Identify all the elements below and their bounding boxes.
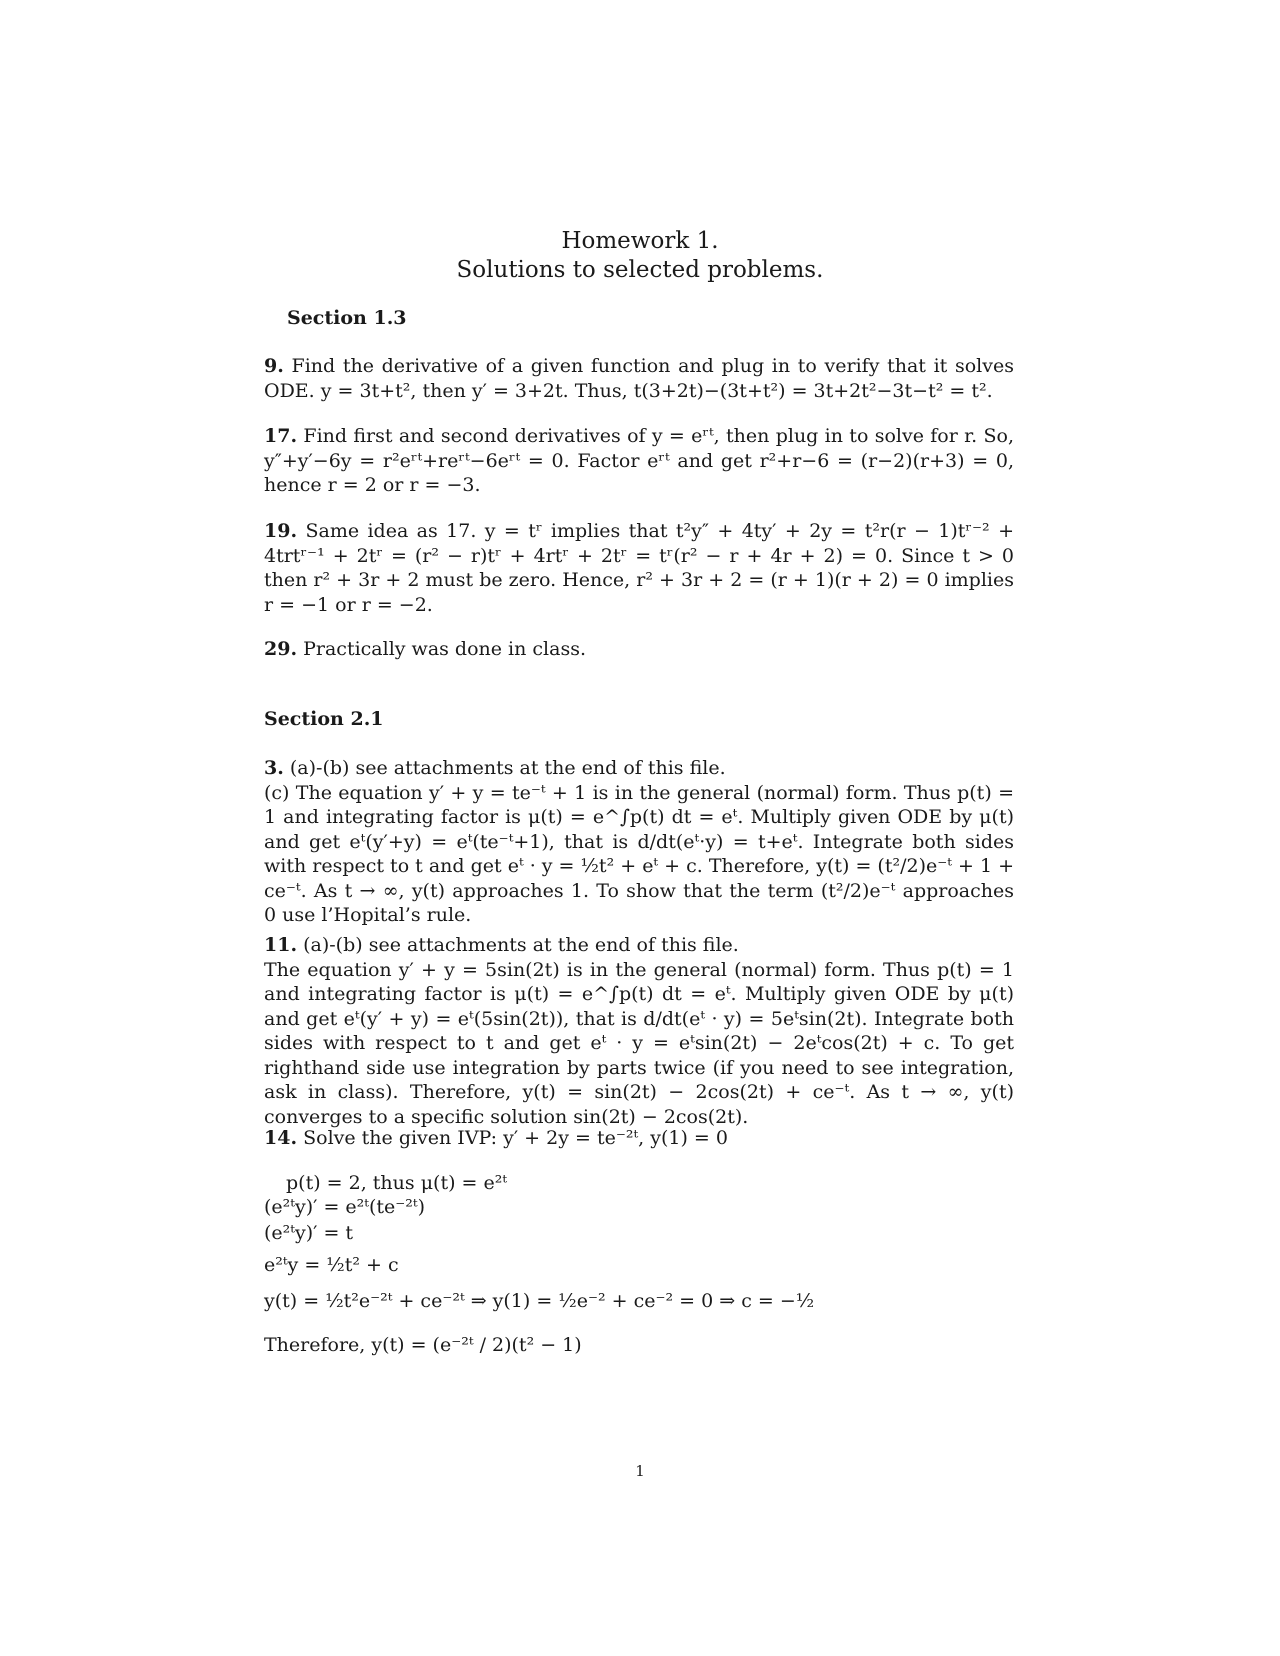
problem-19: [264, 519, 1014, 617]
page-subtitle: Solutions to selected problems.: [456, 257, 824, 283]
math-line: (e²ᵗy)′ = t: [264, 1222, 354, 1244]
problem-text: Find the derivative of a given function and plug in to verify that it solves ODE. y = 3t+t², then y′ = 3+2t. Thus, t(3+2t)−(3t+t²) = 3t+2t²−3t−t² = t².: [264, 355, 1014, 402]
page-title: Homework 1.: [561, 228, 719, 254]
problem-text: Solve the given IVP: y′ + 2y = te⁻²ᵗ, y(1) = 0: [303, 1127, 728, 1149]
problem-number: 17.: [264, 425, 298, 447]
math-line: Therefore, y(t) = (e⁻²ᵗ / 2)(t² − 1): [264, 1334, 582, 1356]
problem-number: 11.: [264, 934, 298, 956]
page-number: 1: [635, 1462, 645, 1480]
problem-text-continued: The equation y′ + y = 5sin(2t) is in the general (normal) form. Thus p(t) = 1 and integrating factor is μ(t) = e^∫p(t) dt = eᵗ. Multiply given ODE by μ(t) and get eᵗ(y′ + y) = eᵗ(5sin(2t)), that is d/dt(eᵗ · y) = 5eᵗsin(2t). Integrate both sides with respect to t and get eᵗ · y = eᵗsin(2t) − 2eᵗcos(2t) + c. To get righthand side use integration by parts twice (if you need to see integration, ask in class). Therefore, y(t) = sin(2t) − 2cos(2t) + ce⁻ᵗ. As t → ∞, y(t) converges to a specific solution sin(2t) − 2cos(2t).: [264, 958, 1014, 1128]
math-line: (e²ᵗy)′ = e²ᵗ(te⁻²ᵗ): [264, 1196, 425, 1218]
problem-29: [264, 637, 1014, 662]
problem-text: Same idea as 17. y = tʳ implies that t²y″ + 4ty′ + 2y = t²r(r − 1)tʳ⁻² + 4trtʳ⁻¹ + 2tʳ = (r² − r)tʳ + 4rtʳ + 2tʳ = tʳ(r² − r + 4r + 2) = 0. Since t > 0 then r² + 3r + 2 must be zero. Hence, r² + 3r + 2 = (r + 1)(r + 2) = 0 implies r = −1 or r = −2.: [264, 520, 1014, 616]
problem-17: [264, 424, 1014, 498]
problem-number: 29.: [264, 638, 298, 660]
problem-3: [264, 756, 1014, 928]
section-heading: Section 2.1: [264, 708, 384, 730]
problem-number: 14.: [264, 1127, 298, 1149]
problem-text: Find first and second derivatives of y = eʳᵗ, then plug in to solve for r. So, y″+y′−6y = r²eʳᵗ+reʳᵗ−6eʳᵗ = 0. Factor eʳᵗ and get r²+r−6 = (r−2)(r+3) = 0, hence r = 2 or r = −3.: [264, 425, 1014, 496]
problem-text: (a)-(b) see attachments at the end of this file.: [289, 757, 726, 779]
problem-text-continued: (c) The equation y′ + y = te⁻ᵗ + 1 is in the general (normal) form. Thus p(t) = 1 and integrating factor is μ(t) = e^∫p(t) dt = eᵗ. Multiply given ODE by μ(t) and get eᵗ(y′+y) = eᵗ(te⁻ᵗ+1), that is d/dt(eᵗ·y) = t+eᵗ. Integrate both sides with respect to t and get eᵗ · y = ½t² + eᵗ + c. Therefore, y(t) = (t²/2)e⁻ᵗ + 1 + ce⁻ᵗ. As t → ∞, y(t) approaches 1. To show that the term (t²/2)e⁻ᵗ approaches 0 use l’Hopital’s rule.: [264, 781, 1014, 926]
problem-number: 19.: [264, 520, 298, 542]
problem-14: [264, 1126, 1014, 1151]
problem-text: (a)-(b) see attachments at the end of this file.: [303, 934, 739, 956]
problem-number: 9.: [264, 355, 284, 377]
problem-text: Practically was done in class.: [303, 638, 586, 660]
math-line: p(t) = 2, thus μ(t) = e²ᵗ: [286, 1172, 508, 1194]
math-line: e²ᵗy = ½t² + c: [264, 1254, 399, 1276]
problem-9: [264, 354, 1014, 403]
section-heading: Section 1.3: [287, 307, 407, 329]
problem-number: 3.: [264, 757, 284, 779]
problem-11: [264, 933, 1014, 1129]
math-line: y(t) = ½t²e⁻²ᵗ + ce⁻²ᵗ ⇒ y(1) = ½e⁻² + ce⁻² = 0 ⇒ c = −½: [264, 1290, 815, 1312]
